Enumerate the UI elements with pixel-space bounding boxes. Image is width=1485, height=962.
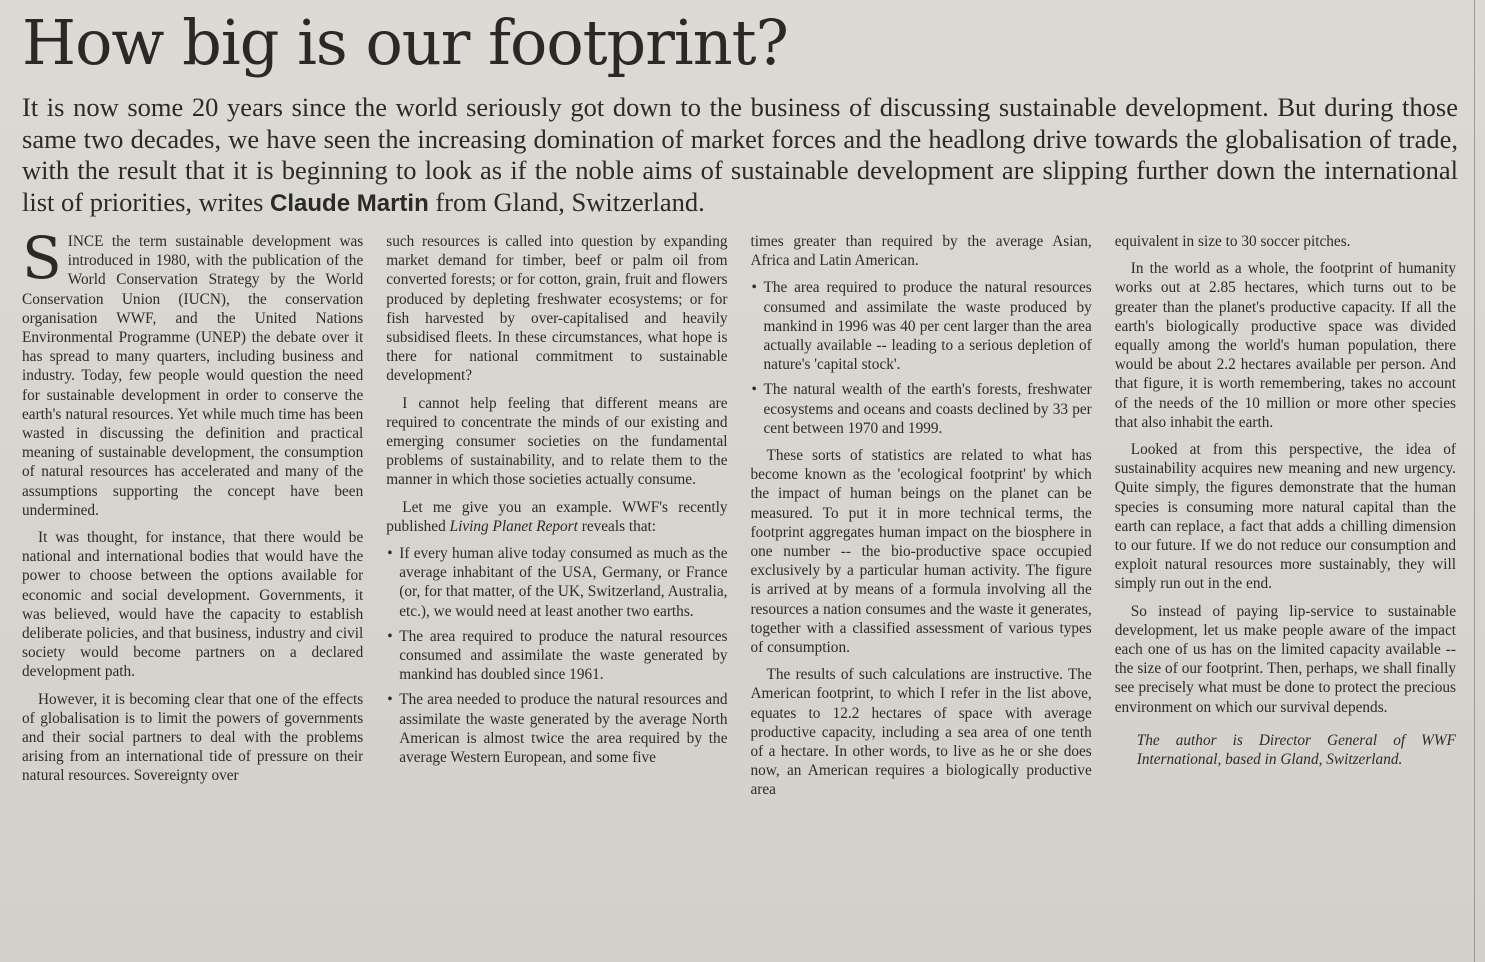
standfirst — [22, 92, 1458, 218]
statistics-list — [386, 544, 727, 767]
paragraph: However, it is becoming clear that one of the effects of globalisation is to limit the powers of governments and their social partners to deal with the problems arising from an international tide of pressure on their natural resources. Sovereignty over — [22, 690, 364, 785]
author-name: Claude Martin — [270, 189, 429, 217]
author-byline: The author is Director General of WWF International, based in Gland, Switzerland. — [1136, 731, 1456, 769]
paragraph-text: reveals that: — [581, 517, 657, 535]
list-item: • If every human alive today consumed as much as the average inhabitant of the USA, Germany, or France (or, for that matter, of the UK, Switzerland, Australia, etc.), we would need at least another two earths. — [386, 544, 727, 621]
statistics-list — [751, 278, 1092, 438]
headline: How big is our footprint? — [22, 6, 788, 79]
paragraph — [386, 498, 727, 536]
article-body — [22, 232, 1456, 912]
list-item: • The area required to produce the natural resources consumed and assimilate the waste generated by mankind has doubled since 1961. — [386, 627, 727, 685]
standfirst-text: It is now some 20 years since the world seriously got down to the business of discussing sustainable development. But during those same two decades, we have seen the increasing domination of market forces and the headlong drive towards the globalisation of trade, with the result that it is beginning to look as if the noble aims of sustainable development are slipping further down the international list of priorities, writes — [22, 92, 1458, 217]
column-4 — [1115, 232, 1456, 912]
list-item: • The area needed to produce the natural resources and assimilate the waste generated by the average North American is almost twice the area required by the average Western European, and some five — [386, 690, 727, 767]
paragraph: Looked at from this perspective, the idea of sustainability acquires new meaning and new urgency. Quite simply, the figures demonstrate that the human species is consuming more natural capital than the earth can replace, a fact that adds a chilling dimension to our future. If we do not reduce our consumption and exploit natural resources more sustainably, they will simply run out in the end. — [1114, 441, 1456, 593]
paragraph: The results of such calculations are instructive. The American footprint, to which I refer in the list above, equates to 12.2 hectares of space with average productive capacity, including a sea area of one tenth of a hectare. In other words, to live as he or she does now, an American requires a biologically productive area — [750, 666, 1092, 799]
paragraph: These sorts of statistics are related to what has become known as the 'ecological footprint' by which the impact of human beings on the planet can be measured. To put it in more technical terms, the footprint aggregates human impact on the biosphere in one number -- the bio-productive space occupied exclusively by a particular human activity. The figure is arrived at by means of a formula involving all the resources a nation consumes and the waste it generates, together with a classified assessment of various types of consumption. — [750, 447, 1092, 657]
paragraph: equivalent in size to 30 soccer pitches. — [1114, 233, 1351, 250]
paragraph: times greater than required by the average Asian, Africa and Latin American. — [750, 233, 1092, 270]
column-2 — [386, 232, 727, 912]
column-3 — [751, 232, 1092, 912]
drop-cap: S — [22, 232, 62, 292]
paragraph-text: INCE the term sustainable development was introduced in 1980, with the publication of the World Conservation Strategy by the World Conservation Union (IUCN), the conservation organisation WWF, and the United Nations Environmental Programme (UNEP) the debate over it has spread to many quarters, including business and industry. Today, few people would question the need for sustainable development in order to conserve the earth's natural resources. Yet while much time has been wasted in discussing the definition and practical meaning of sustainable development, the consumption of natural resources has accelerated and many of the assumptions supporting the concept have been undermined. — [22, 233, 364, 519]
paragraph: I cannot help feeling that different means are required to concentrate the minds of our existing and emerging consumer societies on the fundamental problems of sustainability, and to relate them to the manner in which those societies actually consume. — [386, 394, 728, 489]
author-location: from Gland, Switzerland. — [435, 186, 705, 217]
paragraph: such resources is called into question by expanding market demand for timber, beef or palm oil from converted forests; or for cotton, grain, fruit and flowers produced by depleting freshwater ecosystems; or for fish harvested by over-capitalised and heavily subsidised fleets. In these circumstances, what hope is there for national commitment to sustainable development? — [386, 233, 728, 385]
paragraph: In the world as a whole, the footprint of humanity works out at 2.85 hectares, which turns out to be greater than the planet's productive capacity. If all the earth's biologically productive space was divided equally among the world's human population, there would be about 2.2 hectares available per person. And that figure, it is worth remembering, takes no account of the needs of the 10 million or more other species that also inhabit the earth. — [1114, 260, 1456, 431]
paragraph: It was thought, for instance, that there would be national and international bodies that would have the power to choose between the options available for economic and social development. Governments, it was believed, would have the capacity to establish deliberate policies, and that business, industry and civil society would become partners on a declared development path. — [22, 529, 364, 681]
paragraph-text: Let me give you an example. WWF's recently published — [386, 498, 728, 535]
column-1 — [22, 232, 363, 912]
report-title: Living Planet Report — [449, 517, 578, 535]
list-item: • The area required to produce the natural resources consumed and assimilate the waste produced by mankind in 1996 was 40 per cent larger than the area actually available -- leading to a serious depletion of nature's 'capital stock'. — [751, 278, 1092, 374]
list-item: • The natural wealth of the earth's forests, freshwater ecosystems and oceans and coasts declined by 33 per cent between 1970 and 1999. — [751, 380, 1092, 438]
paragraph: So instead of paying lip-service to sustainable development, let us make people aware of the impact each one of us has on the limited capacity available -- the size of our footprint. Then, perhaps, we shall finally see precisely what must be done to protect the precious environment on which our survival depends. — [1114, 602, 1456, 716]
paragraph — [22, 232, 363, 520]
